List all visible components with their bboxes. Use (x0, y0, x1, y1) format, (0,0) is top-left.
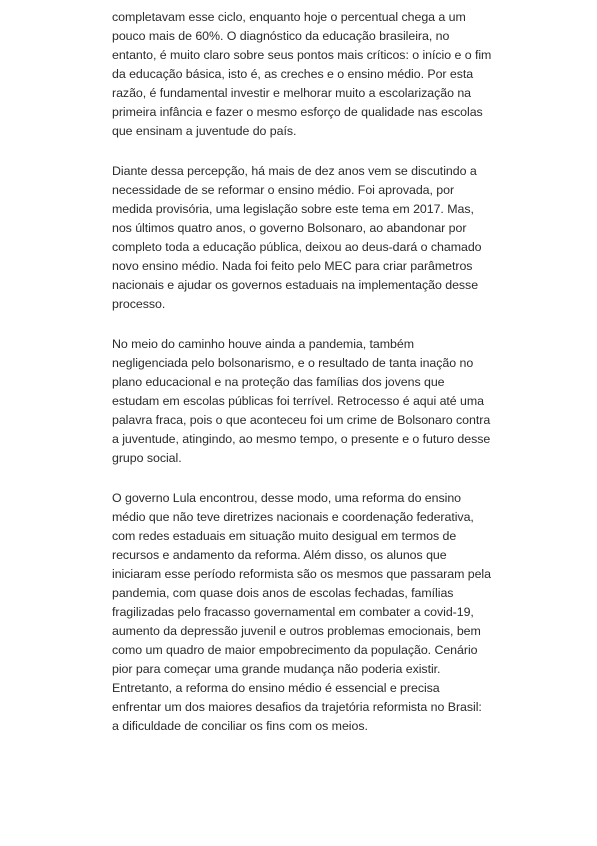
article-paragraph-3: No meio do caminho houve ainda a pandemia, também negligenciada pelo bolsonarismo, e o resultado de tanta inação no plano educacional e na proteção das famílias dos jovens que estudam em escolas públicas foi terrível. Retrocesso é aqui até uma palavra fraca, pois o que aconteceu foi um crime de Bolsonaro contra a juventude, atingindo, ao mesmo tempo, o presente e o futuro desse grupo social. (112, 337, 491, 465)
article-paragraph-1: completavam esse ciclo, enquanto hoje o percentual chega a um pouco mais de 60%. O diagnóstico da educação brasileira, no entanto, é muito claro sobre seus pontos mais críticos: o início e o fim da educação básica, isto é, as creches e o ensino médio. Por esta razão, é fundamental investir e melhorar muito a escolarização na primeira infância e fazer o mesmo esforço de qualidade nas escolas que ensinam a juventude do país. (112, 10, 492, 138)
article-paragraph-2: Diante dessa percepção, há mais de dez anos vem se discutindo a necessidade de se reformar o ensino médio. Foi aprovada, por medida provisória, uma legislação sobre este tema em 2017. Mas, nos últimos quatro anos, o governo Bolsonaro, ao abandonar por completo toda a educação pública, deixou ao deus-dará o chamado novo ensino médio. Nada foi feito pelo MEC para criar parâmetros nacionais e ajudar os governos estaduais na implementação desse processo. (112, 164, 482, 311)
article-body (112, 8, 492, 757)
article-paragraph-4: O governo Lula encontrou, desse modo, uma reforma do ensino médio que não teve diretrizes nacionais e coordenação federativa, com redes estaduais em situação muito desigual em termos de recursos e andamento da reforma. Além disso, os alunos que iniciaram esse período reformista são os mesmos que passaram pela pandemia, com quase dois anos de escolas fechadas, famílias fragilizadas pelo fracasso governamental em combater a covid-19, aumento da depressão juvenil e outros problemas emocionais, bem como um quadro de maior empobrecimento da população. Cenário pior para começar uma grande mudança não poderia existir. Entretanto, a reforma do ensino médio é essencial e precisa enfrentar um dos maiores desafios da trajetória reformista no Brasil: a dificuldade de conciliar os fins com os meios. (112, 491, 491, 733)
